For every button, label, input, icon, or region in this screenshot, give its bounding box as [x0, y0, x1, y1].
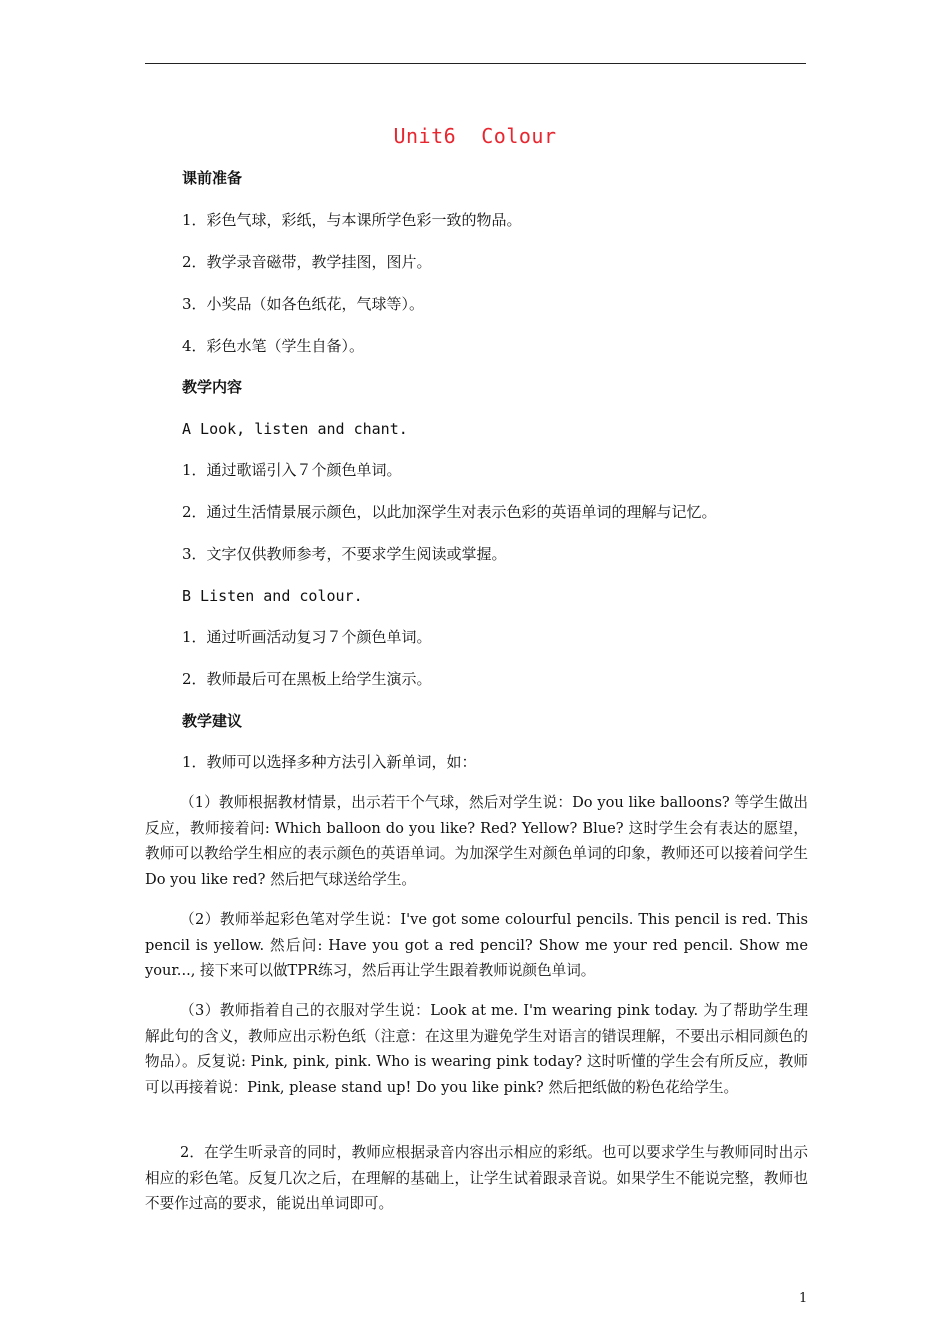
section-a-title: A Look, listen and chant.	[182, 420, 408, 438]
page-number: 1	[799, 1291, 808, 1306]
suggestion-intro: 1．教师可以选择多种方法引入新单词，如：	[182, 753, 477, 771]
heading-preparation: 课前准备	[182, 169, 243, 187]
section-a-item-1: 1．通过歌谣引入７个颜色单词。	[182, 461, 402, 479]
section-a-item-2: 2．通过生活情景展示颜色，以此加深学生对表示色彩的英语单词的理解与记忆。	[182, 503, 717, 521]
heading-suggestions: 教学建议	[182, 712, 243, 730]
prep-item-1: 1．彩色气球，彩纸，与本课所学色彩一致的物品。	[182, 211, 522, 229]
header-rule	[145, 63, 806, 64]
suggestion-paragraph-3: （3）教师指着自己的衣服对学生说：Look at me. I'm wearing pink today. 为了帮助学生理解此句的含义，教师应出示粉色纸（注意：在这里为避免学生对语言的错误理解，不要出示相同颜色的物品）。反复说: Pink, pink, pink. Who is wearing pink today? 这时听懂的学生会有所反应，教师可以再接着说：Pink, please stand up! Do you like pink? 然后把纸做的粉色花给学生。	[145, 1002, 808, 1096]
prep-item-4: 4．彩色水笔（学生自备）。	[182, 337, 365, 355]
heading-content: 教学内容	[182, 378, 243, 396]
prep-item-2: 2．教学录音磁带，教学挂图，图片。	[182, 253, 432, 271]
section-b-title: B Listen and colour.	[182, 587, 363, 605]
section-b-item-2: 2．教师最后可在黑板上给学生演示。	[182, 670, 432, 688]
suggestion-paragraph-2: （2）教师举起彩色笔对学生说：I've got some colourful pencils. This pencil is red. This pencil is yellow. 然后问: Have you got a red pencil? Show me your red pencil. Show me your..., 接下来可以做TPR练习，然后再让学生跟着教师说颜色单词。	[145, 911, 808, 979]
suggestion-paragraph-1: （1）教师根据教材情景，出示若干个气球，然后对学生说：Do you like balloons? 等学生做出反应，教师接着问: Which balloon do you like? Red? Yellow? Blue? 这时学生会有表达的愿望，教师可以教给学生相应的表示颜色的英语单词。为加深学生对颜色单词的印象，教师还可以接着问学生Do you like red? 然后把气球送给学生。	[145, 794, 808, 888]
section-b-item-1: 1．通过听画活动复习７个颜色单词。	[182, 628, 432, 646]
prep-item-3: 3．小奖品（如各色纸花，气球等）。	[182, 295, 425, 313]
section-a-item-3: 3．文字仅供教师参考，不要求学生阅读或掌握。	[182, 545, 507, 563]
suggestion-paragraph-4: 2．在学生听录音的同时，教师应根据录音内容出示相应的彩纸。也可以要求学生与教师同时出示相应的彩色笔。反复几次之后，在理解的基础上，让学生试着跟录音说。如果学生不能说完整，教师也不要作过高的要求，能说出单词即可。	[145, 1144, 808, 1212]
document-title: Unit6 Colour	[393, 124, 557, 148]
